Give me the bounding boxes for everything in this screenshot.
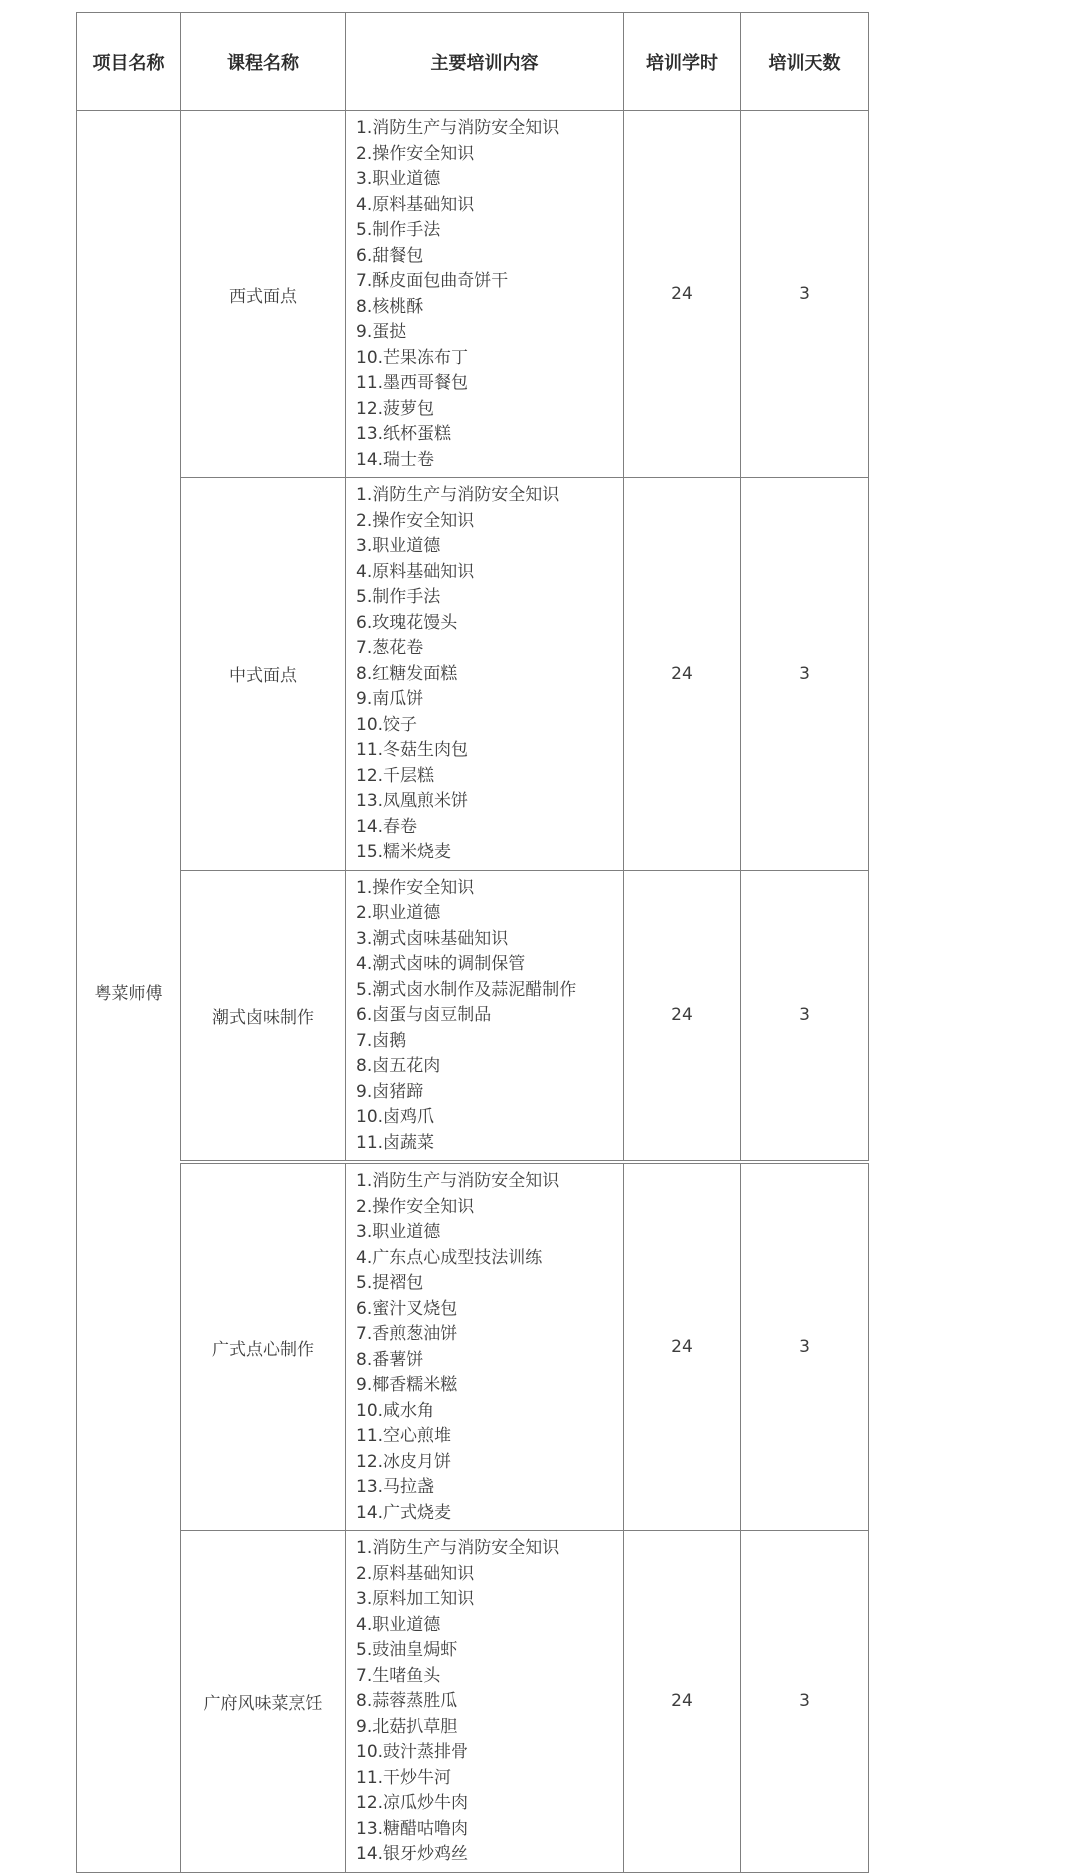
content-item: 14.春卷 bbox=[356, 816, 418, 837]
content-item: 9.北菇扒草胆 bbox=[356, 1716, 458, 1737]
table-header-row bbox=[77, 13, 869, 111]
course-name-cell: 潮式卤味制作 bbox=[181, 870, 346, 1162]
content-item: 3.原料加工知识 bbox=[356, 1589, 475, 1609]
content-item: 11.墨西哥餐包 bbox=[356, 373, 469, 393]
content-item: 1.消防生产与消防安全知识 bbox=[356, 485, 560, 505]
content-item: 5.制作手法 bbox=[356, 587, 441, 607]
content-item: 7.葱花卷 bbox=[356, 638, 424, 658]
content-item: 9.椰香糯米糍 bbox=[356, 1375, 458, 1395]
content-item: 15.糯米烧麦 bbox=[356, 842, 452, 862]
content-item: 14.瑞士卷 bbox=[356, 449, 435, 470]
content-item: 11.冬菇生肉包 bbox=[356, 740, 469, 760]
content-item: 1.消防生产与消防安全知识 bbox=[356, 118, 560, 138]
col-header-training-hours: 培训学时 bbox=[624, 13, 741, 111]
content-item: 12.千层糕 bbox=[356, 765, 435, 786]
content-item: 8.卤五花肉 bbox=[356, 1056, 441, 1076]
content-item: 12.菠萝包 bbox=[356, 398, 435, 419]
content-item: 10.咸水角 bbox=[356, 1400, 435, 1421]
content-item: 11.干炒牛河 bbox=[356, 1767, 452, 1788]
content-item: 5.提褶包 bbox=[356, 1273, 424, 1293]
content-item: 4.职业道德 bbox=[356, 1614, 441, 1635]
content-item: 6.卤蛋与卤豆制品 bbox=[356, 1005, 492, 1025]
col-header-training-content: 主要培训内容 bbox=[346, 13, 624, 111]
content-item: 9.卤猪蹄 bbox=[356, 1081, 424, 1102]
table-row bbox=[77, 111, 869, 478]
content-item: 7.酥皮面包曲奇饼干 bbox=[356, 271, 509, 291]
training-plan-table bbox=[76, 12, 869, 1873]
col-header-training-days: 培训天数 bbox=[741, 13, 869, 111]
content-item: 3.职业道德 bbox=[356, 169, 441, 189]
content-item: 1.操作安全知识 bbox=[356, 877, 475, 898]
content-item: 2.操作安全知识 bbox=[356, 143, 475, 164]
days-cell: 3 bbox=[741, 1531, 869, 1873]
col-header-project-name: 项目名称 bbox=[77, 13, 181, 111]
content-item: 11.空心煎堆 bbox=[356, 1426, 452, 1446]
content-item: 11.卤蔬菜 bbox=[356, 1132, 435, 1153]
days-cell: 3 bbox=[741, 478, 869, 871]
content-item: 14.广式烧麦 bbox=[356, 1502, 452, 1523]
training-content-list bbox=[346, 111, 624, 478]
course-name-cell: 广府风味菜烹饪 bbox=[181, 1531, 346, 1873]
course-name-cell: 西式面点 bbox=[181, 111, 346, 478]
days-cell: 3 bbox=[741, 111, 869, 478]
training-content-list bbox=[346, 1531, 624, 1873]
content-item: 2.操作安全知识 bbox=[356, 510, 475, 531]
content-item: 12.冰皮月饼 bbox=[356, 1451, 452, 1472]
content-item: 7.香煎葱油饼 bbox=[356, 1324, 458, 1344]
content-item: 6.玫瑰花馒头 bbox=[356, 612, 458, 633]
content-item: 2.原料基础知识 bbox=[356, 1563, 475, 1584]
content-item: 6.蜜汁叉烧包 bbox=[356, 1298, 458, 1319]
course-name-cell: 中式面点 bbox=[181, 478, 346, 871]
content-item: 4.广东点心成型技法训练 bbox=[356, 1247, 543, 1268]
content-item: 13.糖醋咕噜肉 bbox=[356, 1818, 469, 1839]
content-item: 3.潮式卤味基础知识 bbox=[356, 928, 509, 949]
content-item: 1.消防生产与消防安全知识 bbox=[356, 1171, 560, 1191]
content-item: 10.豉汁蒸排骨 bbox=[356, 1742, 469, 1762]
table-row bbox=[77, 478, 869, 871]
content-item: 5.豉油皇焗虾 bbox=[356, 1640, 458, 1660]
content-item: 4.潮式卤味的调制保管 bbox=[356, 954, 526, 974]
content-item: 12.凉瓜炒牛肉 bbox=[356, 1793, 469, 1813]
days-cell: 3 bbox=[741, 870, 869, 1162]
content-item: 8.蒜蓉蒸胜瓜 bbox=[356, 1691, 458, 1711]
project-name-cell: 粤菜师傅 bbox=[77, 111, 181, 1873]
hours-cell: 24 bbox=[624, 111, 741, 478]
hours-cell: 24 bbox=[624, 870, 741, 1162]
content-item: 13.马拉盏 bbox=[356, 1477, 435, 1497]
content-item: 13.纸杯蛋糕 bbox=[356, 424, 452, 444]
content-item: 8.核桃酥 bbox=[356, 296, 424, 317]
course-name-cell: 广式点心制作 bbox=[181, 1162, 346, 1531]
table-row bbox=[77, 1162, 869, 1531]
content-item: 2.职业道德 bbox=[356, 903, 441, 923]
training-content-list bbox=[346, 478, 624, 871]
table-row bbox=[77, 870, 869, 1162]
content-item: 7.卤鹅 bbox=[356, 1030, 407, 1051]
content-item: 14.银牙炒鸡丝 bbox=[356, 1844, 469, 1864]
content-item: 7.生啫鱼头 bbox=[356, 1665, 441, 1686]
content-item: 2.操作安全知识 bbox=[356, 1196, 475, 1217]
content-item: 4.原料基础知识 bbox=[356, 194, 475, 215]
content-item: 8.番薯饼 bbox=[356, 1349, 424, 1370]
content-item: 3.职业道德 bbox=[356, 1222, 441, 1242]
content-item: 13.凤凰煎米饼 bbox=[356, 791, 469, 811]
days-cell: 3 bbox=[741, 1162, 869, 1531]
content-item: 10.芒果冻布丁 bbox=[356, 347, 469, 368]
content-item: 1.消防生产与消防安全知识 bbox=[356, 1538, 560, 1558]
hours-cell: 24 bbox=[624, 478, 741, 871]
content-item: 10.卤鸡爪 bbox=[356, 1107, 435, 1127]
training-content-list bbox=[346, 1162, 624, 1531]
col-header-course-name: 课程名称 bbox=[181, 13, 346, 111]
content-item: 9.南瓜饼 bbox=[356, 689, 424, 709]
table-row bbox=[77, 1531, 869, 1873]
hours-cell: 24 bbox=[624, 1531, 741, 1873]
content-item: 5.潮式卤水制作及蒜泥醋制作 bbox=[356, 979, 577, 1000]
training-content-list bbox=[346, 870, 624, 1162]
content-item: 3.职业道德 bbox=[356, 536, 441, 556]
content-item: 10.饺子 bbox=[356, 714, 418, 735]
content-item: 8.红糖发面糕 bbox=[356, 663, 458, 684]
content-item: 4.原料基础知识 bbox=[356, 561, 475, 582]
content-item: 9.蛋挞 bbox=[356, 322, 407, 342]
hours-cell: 24 bbox=[624, 1162, 741, 1531]
content-item: 6.甜餐包 bbox=[356, 245, 424, 266]
content-item: 5.制作手法 bbox=[356, 220, 441, 240]
